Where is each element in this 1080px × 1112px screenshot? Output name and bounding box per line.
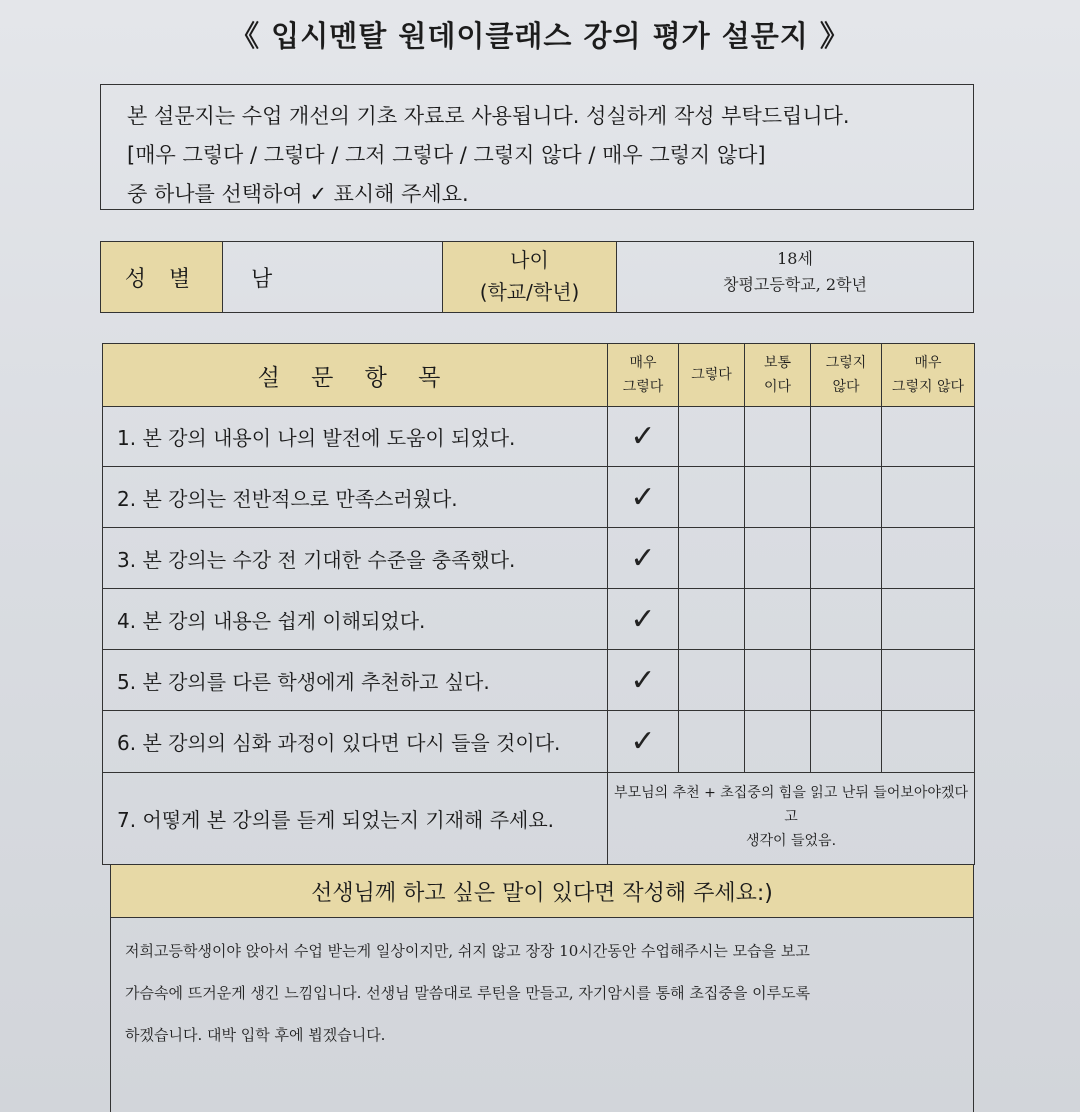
question-row-3 [103, 528, 975, 589]
checkmark-icon: ✓ [630, 601, 656, 637]
instructions-box [100, 84, 974, 210]
answer-cell[interactable] [608, 407, 679, 467]
survey-header-row [103, 344, 975, 407]
answer-line: 부모님의 추천 + 초집중의 힘을 읽고 난뒤 들어보아야겠다고 [614, 785, 968, 825]
question-text: 2. 본 강의는 전반적으로 만족스러웠다. [103, 467, 608, 528]
answer-cell[interactable] [608, 650, 679, 711]
question-text: 5. 본 강의를 다른 학생에게 추천하고 싶다. [103, 650, 608, 711]
question-text: 1. 본 강의 내용이 나의 발전에 도움이 되었다. [103, 407, 608, 467]
q7-answer-field[interactable] [608, 773, 975, 865]
page-title: 《 입시멘탈 원데이클래스 강의 평가 설문지 》 [230, 19, 850, 53]
option-header [679, 344, 745, 407]
comment-line: 저희고등학생이야 앉아서 수업 받는게 일상이지만, 쉬지 않고 장장 10시간동안 수업해주시는 모습을 보고 [125, 942, 810, 960]
checkmark-icon: ✓ [630, 662, 656, 698]
question-row-4 [103, 589, 975, 650]
age-label [443, 242, 617, 312]
comments-field[interactable] [110, 918, 974, 1112]
question-row-1 [103, 407, 975, 467]
question-text: 3. 본 강의는 수강 전 기대한 수준을 충족했다. [103, 528, 608, 589]
answer-cell[interactable] [679, 711, 745, 773]
answer-cell[interactable] [679, 528, 745, 589]
comment-line: 가슴속에 뜨거운게 생긴 느낌입니다. 선생님 말씀대로 루틴을 만들고, 자기암시를 통해 초집중을 이루도록 [125, 984, 811, 1002]
answer-cell[interactable] [745, 407, 811, 467]
answer-cell[interactable] [882, 467, 975, 528]
age-label-line: 나이 [510, 248, 549, 272]
age-value: 18세 [777, 249, 813, 268]
answer-cell[interactable] [679, 650, 745, 711]
gender-label: 성 별 [101, 242, 223, 312]
answer-cell[interactable] [679, 589, 745, 650]
question-text: 7. 어떻게 본 강의를 듣게 되었는지 기재해 주세요. [103, 773, 608, 865]
answer-cell[interactable] [882, 407, 975, 467]
answer-cell[interactable] [608, 711, 679, 773]
option-header-line: 그렇지 [825, 355, 867, 371]
question-row-7 [103, 773, 975, 865]
option-header-line: 매우 [914, 355, 942, 371]
question-row-6 [103, 711, 975, 773]
item-column-header: 설 문 항 목 [103, 344, 608, 407]
answer-cell[interactable] [882, 711, 975, 773]
instructions-line: [매우 그렇다 / 그렇다 / 그저 그렇다 / 그렇지 않다 / 매우 그렇지 않다] [127, 143, 766, 167]
answer-cell[interactable] [882, 650, 975, 711]
answer-line: 생각이 들었음. [745, 833, 837, 849]
option-header [882, 344, 975, 407]
answer-cell[interactable] [811, 528, 882, 589]
instructions-line: 본 설문지는 수업 개선의 기초 자료로 사용됩니다. 성실하게 작성 부탁드립니다. [127, 104, 850, 128]
option-header-line: 보통 [763, 355, 792, 371]
option-header [745, 344, 811, 407]
answer-cell[interactable] [608, 528, 679, 589]
answer-cell[interactable] [811, 650, 882, 711]
answer-cell[interactable] [679, 407, 745, 467]
answer-cell[interactable] [811, 589, 882, 650]
option-header-line: 않다 [832, 379, 860, 395]
answer-cell[interactable] [745, 528, 811, 589]
question-row-5 [103, 650, 975, 711]
option-header-line: 이다 [763, 379, 792, 395]
school-grade-value: 창평고등학교, 2학년 [723, 275, 867, 294]
option-header-line: 매우 [629, 355, 657, 371]
question-text: 6. 본 강의의 심화 과정이 있다면 다시 들을 것이다. [103, 711, 608, 773]
age-label-line: (학교/학년) [479, 280, 580, 304]
answer-cell[interactable] [811, 711, 882, 773]
survey-table [102, 343, 975, 865]
option-header-line: 그렇지 않다 [891, 379, 965, 395]
answer-cell[interactable] [608, 467, 679, 528]
answer-cell[interactable] [882, 528, 975, 589]
option-header [811, 344, 882, 407]
gender-field[interactable]: 남 [223, 242, 443, 312]
answer-cell[interactable] [882, 589, 975, 650]
checkmark-icon: ✓ [630, 724, 656, 759]
answer-cell[interactable] [745, 589, 811, 650]
answer-cell[interactable] [745, 711, 811, 773]
instructions-line: 중 하나를 선택하여 ✓ 표시해 주세요. [127, 182, 469, 206]
answer-cell[interactable] [608, 589, 679, 650]
answer-cell[interactable] [745, 650, 811, 711]
answer-cell[interactable] [811, 467, 882, 528]
checkmark-icon: ✓ [630, 540, 656, 576]
comment-line: 하겠습니다. 대박 입학 후에 뵙겠습니다. [125, 1026, 386, 1044]
question-text: 4. 본 강의 내용은 쉽게 이해되었다. [103, 589, 608, 650]
checkmark-icon: ✓ [630, 419, 656, 454]
respondent-info [100, 241, 974, 313]
age-field[interactable] [617, 242, 973, 312]
comments-header: 선생님께 하고 싶은 말이 있다면 작성해 주세요:) [110, 864, 974, 918]
checkmark-icon: ✓ [630, 479, 656, 515]
option-header [608, 344, 679, 407]
option-header-line: 그렇다 [622, 379, 664, 395]
question-row-2 [103, 467, 975, 528]
answer-cell[interactable] [811, 407, 882, 467]
answer-cell[interactable] [679, 467, 745, 528]
option-header-line: 그렇다 [691, 367, 732, 383]
answer-cell[interactable] [745, 467, 811, 528]
